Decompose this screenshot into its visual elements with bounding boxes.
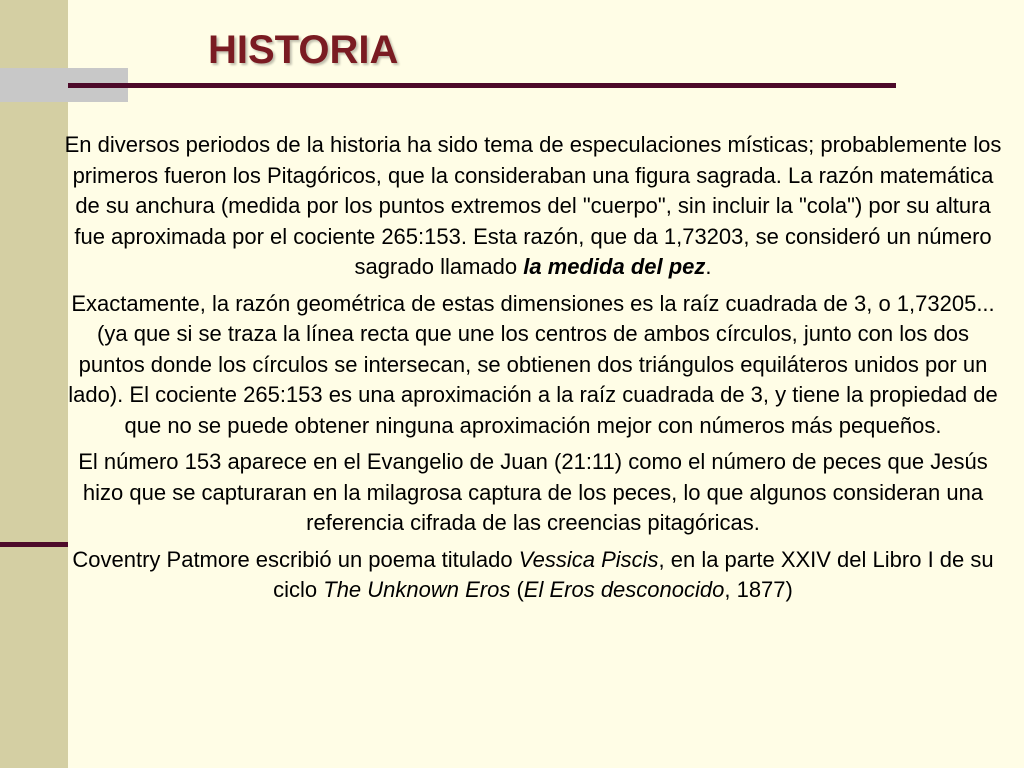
paragraph-4-part-a: Coventry Patmore escribió un poema titulado [72, 546, 519, 572]
left-decorative-band [0, 0, 68, 768]
poem-title: Vessica Piscis [518, 546, 659, 572]
paragraph-4-part-b: , en la parte XXIV del Libro I de su ciclo [273, 546, 994, 602]
slide-body [62, 130, 1004, 612]
cycle-title-spanish: El Eros desconocido [523, 577, 725, 602]
paragraph-history-3: El número 153 aparece en el Evangelio de Juan (21:11) como el número de peces que Jesús hizo que se capturaran en la milagrosa captura de los peces, lo que algunos consideran una referencia cifrada de las creencias pitagóricas. [78, 449, 988, 535]
paragraph-4-part-d: , 1877) [724, 577, 793, 602]
cycle-title: The Unknown Eros [323, 577, 511, 602]
paragraph-history-4 [62, 545, 1004, 606]
fish-measure-emphasis: la medida del pez [523, 254, 706, 279]
paragraph-history-1 [62, 130, 1004, 283]
band-accent-rule [0, 542, 68, 547]
paragraph-1-text: En diversos periodos de la historia ha sido tema de especulaciones místicas; probablemente los primeros fueron los Pitagóricos, que la consideraban una figura sagrada. La razón matemática de su anchura (medida por los puntos extremos del "cuerpo", sin incluir la "cola") por su altura fue aproximada por el cociente 265:153. Esta razón, que da 1,73203, se consideró un número sagrado llamado [64, 132, 1002, 279]
title-underline-rule [68, 83, 896, 88]
slide-title: HISTORIA [208, 28, 399, 72]
paragraph-history-2: Exactamente, la razón geométrica de estas dimensiones es la raíz cuadrada de 3, o 1,73205... (ya que si se traza la línea recta que une los centros de ambos círculos, junto con los dos puntos donde los círculos se intersecan, se obtienen dos triángulos equiláteros unidos por un lado). El cociente 265:153 es una aproximación a la raíz cuadrada de 3, y tiene la propiedad de que no se puede obtener ninguna aproximación mejor con números más pequeños. [68, 290, 998, 438]
paragraph-4-part-c: ( [510, 577, 524, 602]
paragraph-1-end: . [705, 254, 712, 279]
